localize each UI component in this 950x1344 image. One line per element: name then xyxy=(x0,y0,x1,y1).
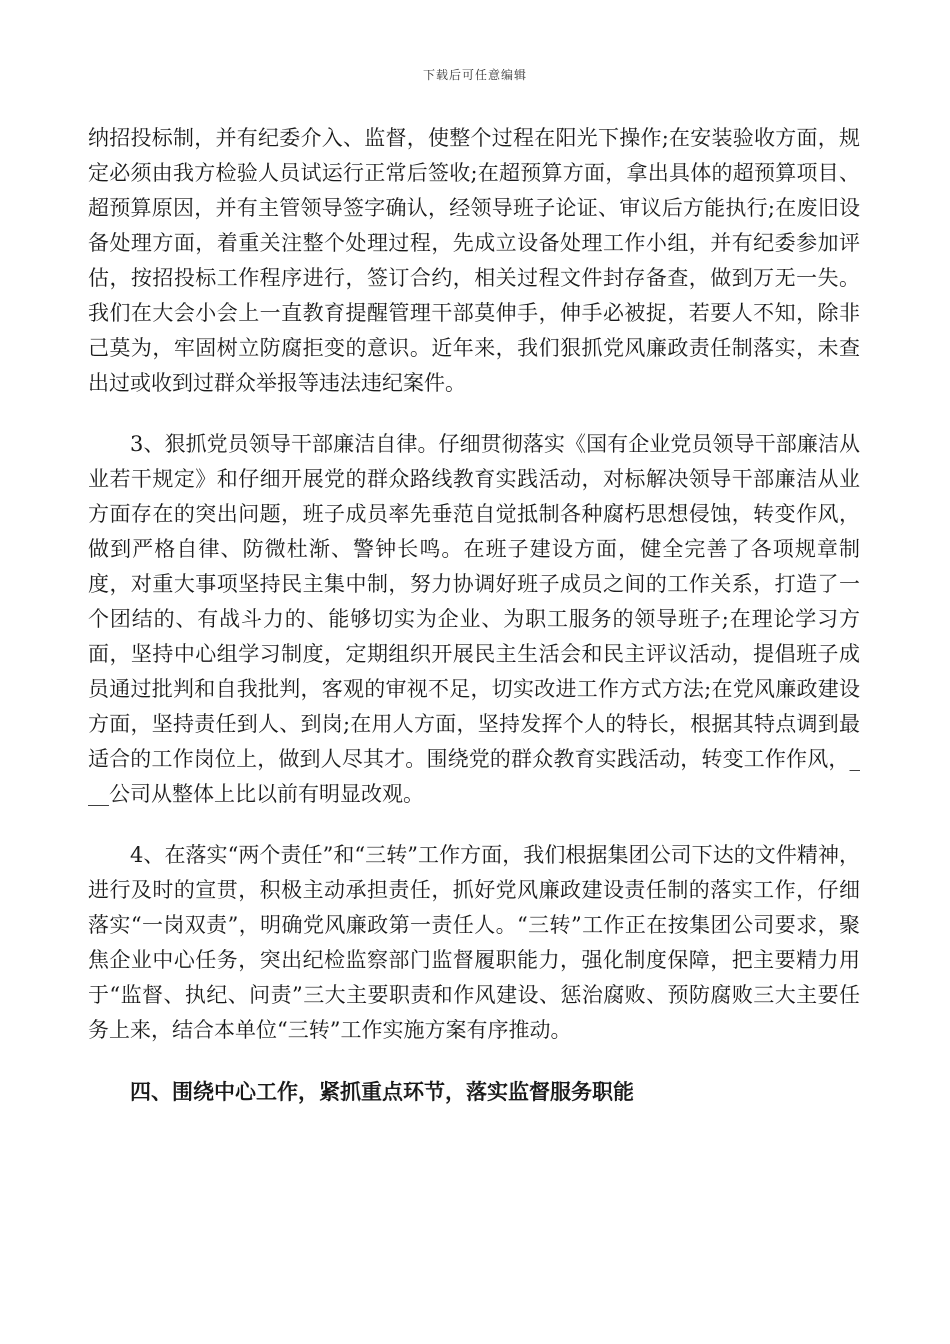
download-note: 下载后可任意编辑 xyxy=(422,68,527,82)
paragraph-gap xyxy=(88,1048,860,1074)
paragraph-continuation: 纳招投标制，并有纪委介入、监督，使整个过程在阳光下操作;在安装验收方面，规定必须由我方检验人员试运行正常后签收;在超预算方面，拿出具体的超预算项目、超预算原因，并有主管领导签字确认，经领导班子论证、审议后方能执行;在废旧设备处理方面，着重关注整个处理过程，先成立设备处理工作小组，并有纪委参加评估，按招投标工作程序进行，签订合约，相关过程文件封存备查，做到万无一失。我们在大会小会上一直教育提醒管理干部莫伸手，伸手必被捉，若要人不知，除非己莫为，牢固树立防腐拒变的意识。近年来，我们狠抓党风廉政责任制落实，未查出过或收到过群众举报等违法违纪案件。 xyxy=(88,126,860,395)
section-heading: 四、围绕中心工作，紧抓重点环节，落实监督服务职能 xyxy=(130,1079,634,1104)
paragraph-gap xyxy=(88,812,860,838)
paragraph-item-3: 3、狠抓党员领导干部廉洁自律。仔细贯彻落实《国有企业党员领导干部廉洁从业若干规定》和仔细开展党的群众路线教育实践活动，对标解决领导干部廉洁从业方面存在的突出问题，班子成员率先垂范自觉抵制各种腐朽思想侵蚀，转变作风，做到严格自律、防微杜渐、警钟长鸣。在班子建设方面，健全完善了各项规章制度，对重大事项坚持民主集中制，努力协调好班子成员之间的工作关系，打造了一个团结的、有战斗力的、能够切实为企业、为职工服务的领导班子;在理论学习方面，坚持中心组学习制度，定期组织开展民主生活会和民主评议活动，提倡班子成员通过批判和自我批判，客观的审视不足，切实改进工作方式方法;在党风廉政建设方面，坚持责任到人、到岗;在用人方面，坚持发挥个人的特长，根据其特点调到最适合的工作岗位上，做到人尽其才。围绕党的群众教育实践活动，转变工作作风，___公司从整体上比以前有明显改观。 xyxy=(88,432,860,806)
paragraph-gap xyxy=(88,401,860,427)
paragraph-item-4: 4、在落实“两个责任”和“三转”工作方面，我们根据集团公司下达的文件精神，进行及时的宣贯，积极主动承担责任，抓好党风廉政建设责任制的落实工作，仔细落实“一岗双责”，明确党风廉政第一责任人。“三转”工作正在按集团公司要求，聚焦企业中心任务，突出纪检监察部门监督履职能力，强化制度保障，把主要精力用于“监督、执纪、问责”三大主要职责和作风建设、惩治腐败、预防腐败三大主要任务上来，结合本单位“三转”工作实施方案有序推动。 xyxy=(88,843,860,1042)
document-body xyxy=(88,121,860,1109)
